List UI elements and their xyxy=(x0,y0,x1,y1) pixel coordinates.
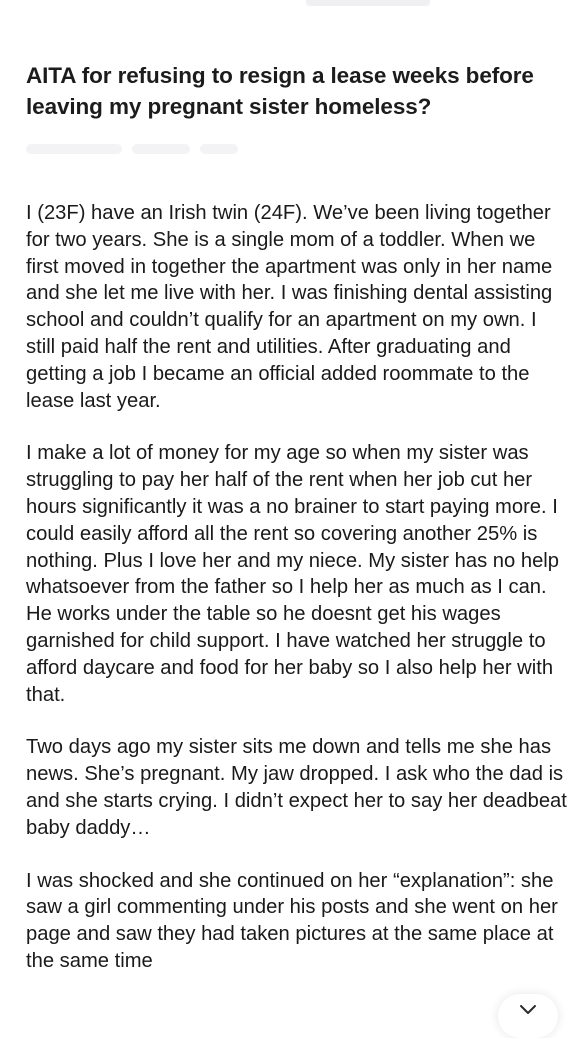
post-body xyxy=(26,200,568,975)
post xyxy=(26,60,568,975)
expand-button[interactable] xyxy=(498,994,558,1038)
top-bar-remnant xyxy=(306,0,430,6)
meta-placeholder xyxy=(26,144,122,154)
chevron-down-icon xyxy=(519,1004,537,1016)
post-paragraph: I make a lot of money for my age so when my sister was struggling to pay her half of the rent when her job cut her hours significantly it was a no brainer to start paying more. I could easily afford all the rent so covering another 25% is nothing. Plus I love her and my niece. My sister has no help whatsoever from the father so I help her as much as I can. He works under the table so he doesnt get his wages garnished for child support. I have watched her struggle to afford daycare and food for her baby so I also help her with that. xyxy=(26,442,560,706)
meta-placeholder xyxy=(132,144,190,154)
post-paragraph: Two days ago my sister sits me down and tells me she has news. She’s pregnant. My jaw dropped. I ask who the dad is and she starts crying. I didn’t expect her to say her deadbeat baby daddy… xyxy=(26,736,567,839)
post-title: AITA for refusing to resign a lease weeks before leaving my pregnant sister homeless? xyxy=(26,63,534,119)
bottom-fade xyxy=(0,1002,582,1024)
post-paragraph: I was shocked and she continued on her “explanation”: she saw a girl commenting under his posts and she went on her page and saw they had taken pictures at the same place at the same time xyxy=(26,869,558,972)
post-paragraph: I (23F) have an Irish twin (24F). We’ve been living together for two years. She is a single mom of a toddler. When we first moved in together the apartment was only in her name and she let me live with her. I was finishing dental assisting school and couldn’t qualify for an apartment on my own. I still paid half the rent and utilities. After graduating and getting a job I became an official added roommate to the lease last year. xyxy=(26,202,553,412)
post-meta xyxy=(26,144,568,158)
meta-placeholder xyxy=(200,144,238,154)
